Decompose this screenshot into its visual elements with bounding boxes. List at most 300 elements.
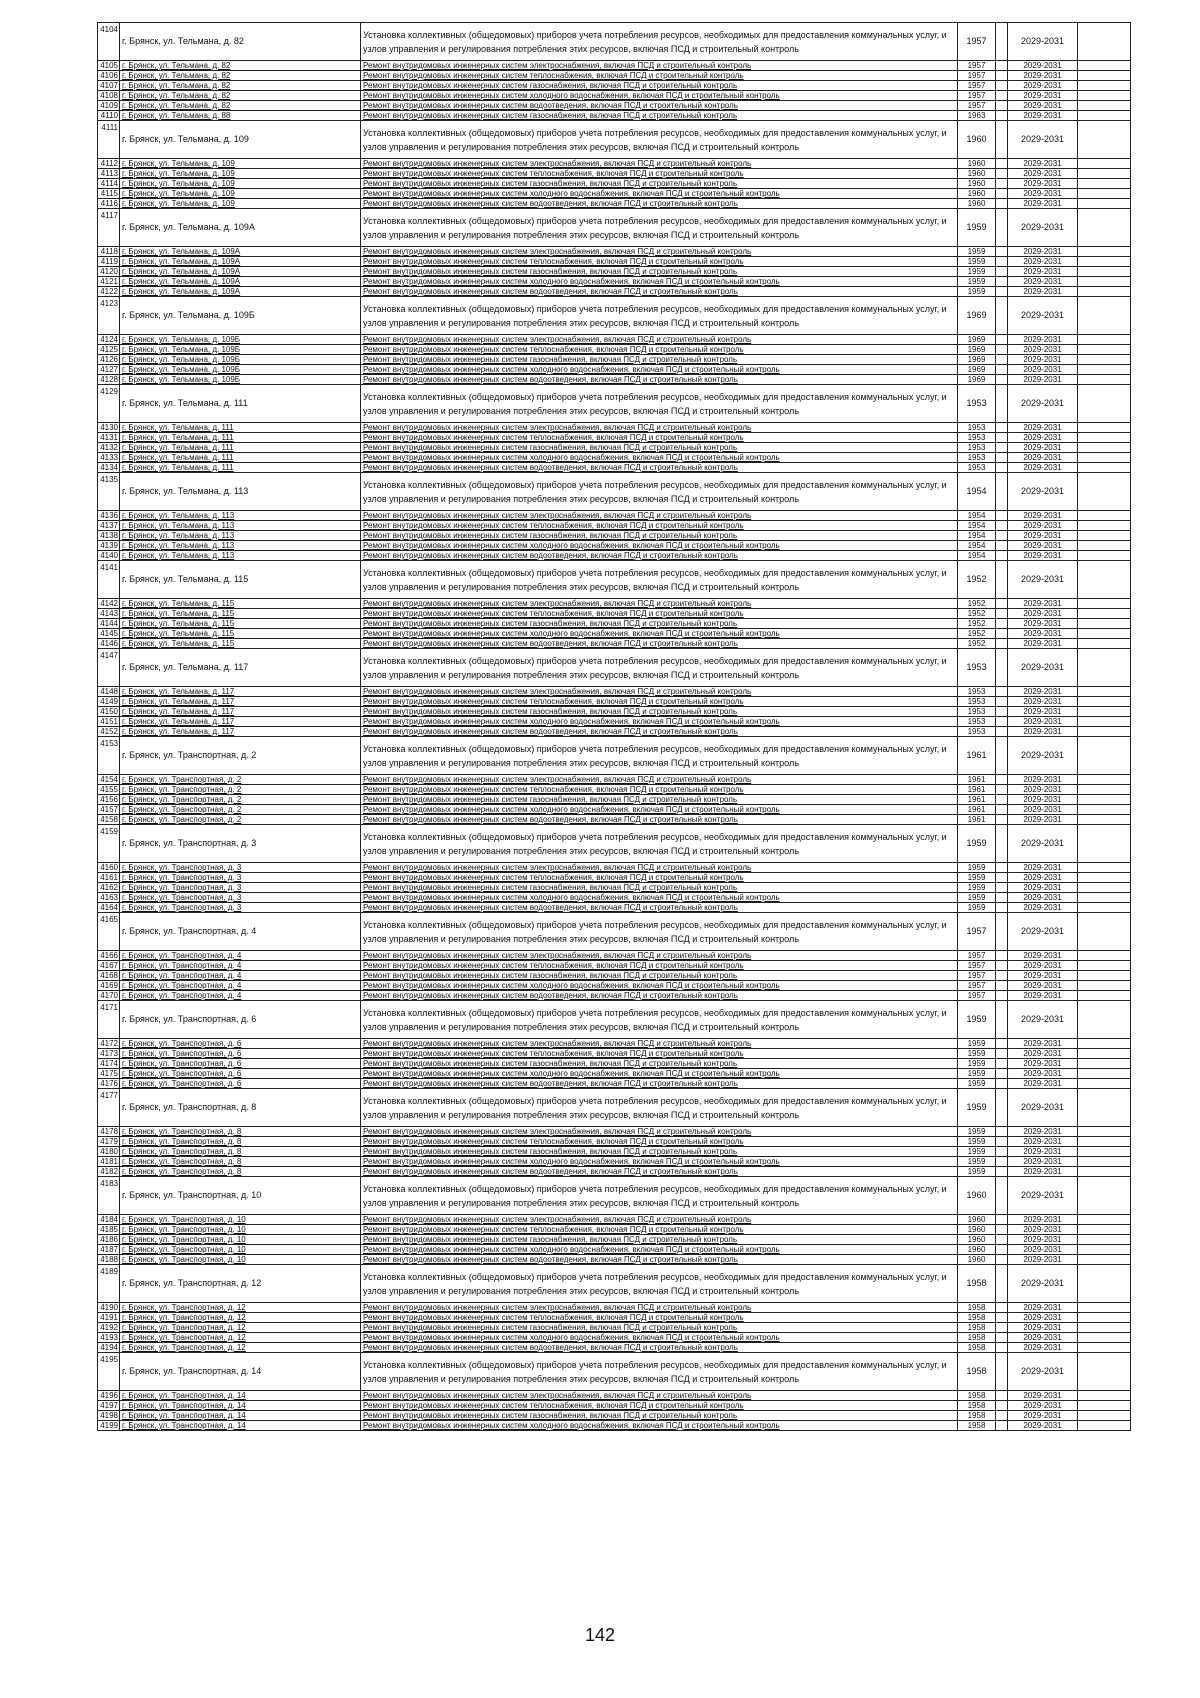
row-number: 4182	[98, 1167, 120, 1177]
address-cell: г. Брянск, ул. Тельмана, д. 82	[120, 91, 361, 101]
period-cell: 2029-2031	[1008, 795, 1078, 805]
empty-cell	[1078, 71, 1131, 81]
period-cell: 2029-2031	[1008, 463, 1078, 473]
address-cell: г. Брянск, ул. Транспортная, д. 6	[120, 1079, 361, 1089]
period-cell: 2029-2031	[1008, 355, 1078, 365]
empty-cell	[996, 365, 1008, 375]
table-row	[98, 737, 1131, 775]
empty-cell	[1078, 697, 1131, 707]
address-cell: г. Брянск, ул. Транспортная, д. 12	[120, 1323, 361, 1333]
empty-cell	[996, 1127, 1008, 1137]
address-cell: г. Брянск, ул. Транспортная, д. 4	[120, 961, 361, 971]
build-year-cell: 1960	[958, 1255, 996, 1265]
empty-cell	[1078, 81, 1131, 91]
row-number: 4186	[98, 1235, 120, 1245]
row-number: 4195	[98, 1353, 120, 1391]
empty-cell	[1078, 893, 1131, 903]
address-cell: г. Брянск, ул. Тельмана, д. 109Б	[120, 375, 361, 385]
address-cell: г. Брянск, ул. Тельмана, д. 82	[120, 71, 361, 81]
build-year-cell: 1961	[958, 795, 996, 805]
table-row	[98, 267, 1131, 277]
work-type-cell: Ремонт внутридомовых инженерных систем газоснабжения, включая ПСД и строительный контроль	[361, 1323, 958, 1333]
empty-cell	[1078, 247, 1131, 257]
build-year-cell: 1963	[958, 111, 996, 121]
document-page	[97, 22, 1130, 1431]
work-type-cell: Ремонт внутридомовых инженерных систем водоотведения, включая ПСД и строительный контроль	[361, 1167, 958, 1177]
period-cell: 2029-2031	[1008, 1127, 1078, 1137]
build-year-cell: 1961	[958, 805, 996, 815]
empty-cell	[1078, 23, 1131, 61]
build-year-cell: 1959	[958, 1089, 996, 1127]
empty-cell	[1078, 1353, 1131, 1391]
row-number: 4142	[98, 599, 120, 609]
table-row	[98, 1215, 1131, 1225]
empty-cell	[996, 443, 1008, 453]
build-year-cell: 1960	[958, 169, 996, 179]
period-cell: 2029-2031	[1008, 629, 1078, 639]
empty-cell	[1078, 863, 1131, 873]
work-type-cell: Ремонт внутридомовых инженерных систем газоснабжения, включая ПСД и строительный контроль	[361, 81, 958, 91]
build-year-cell: 1953	[958, 463, 996, 473]
period-cell: 2029-2031	[1008, 531, 1078, 541]
address-cell: г. Брянск, ул. Транспортная, д. 14	[120, 1353, 361, 1391]
work-type-cell: Установка коллективных (общедомовых) приборов учета потребления ресурсов, необходимых для предоставления коммунальных услуг, и узлов управления и регулирования потребления этих ресурсов, включая ПСД и строительный контроль	[361, 913, 958, 951]
row-number: 4105	[98, 61, 120, 71]
empty-cell	[1078, 101, 1131, 111]
empty-cell	[1078, 287, 1131, 297]
empty-cell	[1078, 277, 1131, 287]
build-year-cell: 1961	[958, 775, 996, 785]
work-type-cell: Ремонт внутридомовых инженерных систем электроснабжения, включая ПСД и строительный контроль	[361, 159, 958, 169]
work-type-cell: Ремонт внутридомовых инженерных систем электроснабжения, включая ПСД и строительный контроль	[361, 511, 958, 521]
empty-cell	[996, 629, 1008, 639]
table-row	[98, 433, 1131, 443]
build-year-cell: 1959	[958, 287, 996, 297]
row-number: 4117	[98, 209, 120, 247]
period-cell: 2029-2031	[1008, 883, 1078, 893]
empty-cell	[996, 981, 1008, 991]
empty-cell	[1078, 1001, 1131, 1039]
table-row	[98, 345, 1131, 355]
empty-cell	[1078, 1049, 1131, 1059]
address-cell: г. Брянск, ул. Транспортная, д. 3	[120, 903, 361, 913]
empty-cell	[996, 1069, 1008, 1079]
period-cell: 2029-2031	[1008, 1167, 1078, 1177]
build-year-cell: 1957	[958, 951, 996, 961]
period-cell: 2029-2031	[1008, 1059, 1078, 1069]
period-cell: 2029-2031	[1008, 1343, 1078, 1353]
address-cell: г. Брянск, ул. Транспортная, д. 4	[120, 991, 361, 1001]
period-cell: 2029-2031	[1008, 1079, 1078, 1089]
build-year-cell: 1960	[958, 159, 996, 169]
empty-cell	[1078, 717, 1131, 727]
empty-cell	[996, 433, 1008, 443]
period-cell: 2029-2031	[1008, 639, 1078, 649]
row-number: 4124	[98, 335, 120, 345]
build-year-cell: 1953	[958, 649, 996, 687]
work-type-cell: Ремонт внутридомовых инженерных систем водоотведения, включая ПСД и строительный контроль	[361, 639, 958, 649]
period-cell: 2029-2031	[1008, 345, 1078, 355]
empty-cell	[1078, 335, 1131, 345]
build-year-cell: 1957	[958, 981, 996, 991]
row-number: 4151	[98, 717, 120, 727]
period-cell: 2029-2031	[1008, 1411, 1078, 1421]
build-year-cell: 1960	[958, 199, 996, 209]
period-cell: 2029-2031	[1008, 1001, 1078, 1039]
table-row	[98, 873, 1131, 883]
work-type-cell: Ремонт внутридомовых инженерных систем водоотведения, включая ПСД и строительный контроль	[361, 1079, 958, 1089]
empty-cell	[996, 1333, 1008, 1343]
build-year-cell: 1959	[958, 1127, 996, 1137]
empty-cell	[996, 1167, 1008, 1177]
address-cell: г. Брянск, ул. Транспортная, д. 6	[120, 1049, 361, 1059]
period-cell: 2029-2031	[1008, 169, 1078, 179]
period-cell: 2029-2031	[1008, 1039, 1078, 1049]
work-type-cell: Ремонт внутридомовых инженерных систем водоотведения, включая ПСД и строительный контроль	[361, 463, 958, 473]
row-number: 4173	[98, 1049, 120, 1059]
table-row	[98, 511, 1131, 521]
period-cell: 2029-2031	[1008, 863, 1078, 873]
empty-cell	[996, 609, 1008, 619]
table-row	[98, 951, 1131, 961]
row-number: 4176	[98, 1079, 120, 1089]
row-number: 4154	[98, 775, 120, 785]
repair-schedule-table	[97, 22, 1131, 1431]
address-cell: г. Брянск, ул. Тельмана, д. 109	[120, 159, 361, 169]
address-cell: г. Брянск, ул. Транспортная, д. 14	[120, 1411, 361, 1421]
work-type-cell: Ремонт внутридомовых инженерных систем холодного водоснабжения, включая ПСД и строительный контроль	[361, 277, 958, 287]
address-cell: г. Брянск, ул. Тельмана, д. 117	[120, 717, 361, 727]
work-type-cell: Ремонт внутридомовых инженерных систем теплоснабжения, включая ПСД и строительный контроль	[361, 169, 958, 179]
empty-cell	[996, 385, 1008, 423]
empty-cell	[1078, 619, 1131, 629]
work-type-cell: Ремонт внутридомовых инженерных систем водоотведения, включая ПСД и строительный контроль	[361, 375, 958, 385]
empty-cell	[996, 1225, 1008, 1235]
empty-cell	[1078, 775, 1131, 785]
row-number: 4136	[98, 511, 120, 521]
work-type-cell: Ремонт внутридомовых инженерных систем электроснабжения, включая ПСД и строительный контроль	[361, 1391, 958, 1401]
work-type-cell: Ремонт внутридомовых инженерных систем электроснабжения, включая ПСД и строительный контроль	[361, 1039, 958, 1049]
table-row	[98, 375, 1131, 385]
build-year-cell: 1969	[958, 365, 996, 375]
build-year-cell: 1957	[958, 71, 996, 81]
row-number: 4187	[98, 1245, 120, 1255]
period-cell: 2029-2031	[1008, 805, 1078, 815]
empty-cell	[996, 111, 1008, 121]
period-cell: 2029-2031	[1008, 1391, 1078, 1401]
empty-cell	[1078, 385, 1131, 423]
table-row	[98, 609, 1131, 619]
empty-cell	[996, 717, 1008, 727]
period-cell: 2029-2031	[1008, 433, 1078, 443]
address-cell: г. Брянск, ул. Тельмана, д. 111	[120, 385, 361, 423]
work-type-cell: Установка коллективных (общедомовых) приборов учета потребления ресурсов, необходимых для предоставления коммунальных услуг, и узлов управления и регулирования потребления этих ресурсов, включая ПСД и строительный контроль	[361, 561, 958, 599]
empty-cell	[1078, 1147, 1131, 1157]
work-type-cell: Ремонт внутридомовых инженерных систем водоотведения, включая ПСД и строительный контроль	[361, 101, 958, 111]
row-number: 4106	[98, 71, 120, 81]
empty-cell	[1078, 423, 1131, 433]
table-row	[98, 1401, 1131, 1411]
work-type-cell: Ремонт внутридомовых инженерных систем газоснабжения, включая ПСД и строительный контроль	[361, 971, 958, 981]
address-cell: г. Брянск, ул. Транспортная, д. 10	[120, 1215, 361, 1225]
work-type-cell: Установка коллективных (общедомовых) приборов учета потребления ресурсов, необходимых для предоставления коммунальных услуг, и узлов управления и регулирования потребления этих ресурсов, включая ПСД и строительный контроль	[361, 737, 958, 775]
table-row	[98, 209, 1131, 247]
period-cell: 2029-2031	[1008, 1255, 1078, 1265]
table-row	[98, 247, 1131, 257]
table-row	[98, 981, 1131, 991]
table-row	[98, 335, 1131, 345]
empty-cell	[1078, 551, 1131, 561]
address-cell: г. Брянск, ул. Транспортная, д. 10	[120, 1225, 361, 1235]
empty-cell	[1078, 209, 1131, 247]
empty-cell	[1078, 345, 1131, 355]
build-year-cell: 1953	[958, 385, 996, 423]
work-type-cell: Установка коллективных (общедомовых) приборов учета потребления ресурсов, необходимых для предоставления коммунальных услуг, и узлов управления и регулирования потребления этих ресурсов, включая ПСД и строительный контроль	[361, 1177, 958, 1215]
empty-cell	[996, 873, 1008, 883]
work-type-cell: Ремонт внутридомовых инженерных систем газоснабжения, включая ПСД и строительный контроль	[361, 883, 958, 893]
period-cell: 2029-2031	[1008, 1235, 1078, 1245]
period-cell: 2029-2031	[1008, 893, 1078, 903]
empty-cell	[1078, 1069, 1131, 1079]
build-year-cell: 1959	[958, 1079, 996, 1089]
period-cell: 2029-2031	[1008, 1177, 1078, 1215]
table-row	[98, 1411, 1131, 1421]
build-year-cell: 1957	[958, 91, 996, 101]
table-row	[98, 23, 1131, 61]
build-year-cell: 1960	[958, 189, 996, 199]
period-cell: 2029-2031	[1008, 297, 1078, 335]
build-year-cell: 1958	[958, 1323, 996, 1333]
empty-cell	[1078, 1059, 1131, 1069]
empty-cell	[996, 1245, 1008, 1255]
period-cell: 2029-2031	[1008, 1313, 1078, 1323]
build-year-cell: 1957	[958, 991, 996, 1001]
build-year-cell: 1958	[958, 1421, 996, 1431]
row-number: 4196	[98, 1391, 120, 1401]
row-number: 4111	[98, 121, 120, 159]
empty-cell	[1078, 981, 1131, 991]
empty-cell	[996, 551, 1008, 561]
row-number: 4129	[98, 385, 120, 423]
table-row	[98, 903, 1131, 913]
work-type-cell: Установка коллективных (общедомовых) приборов учета потребления ресурсов, необходимых для предоставления коммунальных услуг, и узлов управления и регулирования потребления этих ресурсов, включая ПСД и строительный контроль	[361, 473, 958, 511]
period-cell: 2029-2031	[1008, 385, 1078, 423]
empty-cell	[996, 649, 1008, 687]
address-cell: г. Брянск, ул. Транспортная, д. 3	[120, 863, 361, 873]
empty-cell	[996, 619, 1008, 629]
empty-cell	[996, 1039, 1008, 1049]
build-year-cell: 1958	[958, 1401, 996, 1411]
work-type-cell: Ремонт внутридомовых инженерных систем холодного водоснабжения, включая ПСД и строительный контроль	[361, 893, 958, 903]
empty-cell	[1078, 805, 1131, 815]
period-cell: 2029-2031	[1008, 267, 1078, 277]
empty-cell	[996, 1401, 1008, 1411]
address-cell: г. Брянск, ул. Транспортная, д. 2	[120, 815, 361, 825]
build-year-cell: 1960	[958, 1225, 996, 1235]
work-type-cell: Ремонт внутридомовых инженерных систем теплоснабжения, включая ПСД и строительный контроль	[361, 1049, 958, 1059]
row-number: 4161	[98, 873, 120, 883]
address-cell: г. Брянск, ул. Тельмана, д. 109Б	[120, 365, 361, 375]
period-cell: 2029-2031	[1008, 1303, 1078, 1313]
empty-cell	[996, 61, 1008, 71]
empty-cell	[996, 91, 1008, 101]
period-cell: 2029-2031	[1008, 81, 1078, 91]
empty-cell	[996, 375, 1008, 385]
empty-cell	[996, 599, 1008, 609]
empty-cell	[1078, 521, 1131, 531]
empty-cell	[1078, 111, 1131, 121]
work-type-cell: Ремонт внутридомовых инженерных систем газоснабжения, включая ПСД и строительный контроль	[361, 795, 958, 805]
address-cell: г. Брянск, ул. Тельмана, д. 113	[120, 521, 361, 531]
work-type-cell: Ремонт внутридомовых инженерных систем газоснабжения, включая ПСД и строительный контроль	[361, 707, 958, 717]
row-number: 4193	[98, 1333, 120, 1343]
build-year-cell: 1958	[958, 1333, 996, 1343]
empty-cell	[996, 179, 1008, 189]
empty-cell	[1078, 1323, 1131, 1333]
empty-cell	[1078, 649, 1131, 687]
empty-cell	[996, 267, 1008, 277]
work-type-cell: Ремонт внутридомовых инженерных систем газоснабжения, включая ПСД и строительный контроль	[361, 1147, 958, 1157]
build-year-cell: 1960	[958, 179, 996, 189]
empty-cell	[1078, 785, 1131, 795]
address-cell: г. Брянск, ул. Транспортная, д. 10	[120, 1177, 361, 1215]
address-cell: г. Брянск, ул. Тельмана, д. 111	[120, 423, 361, 433]
row-number: 4116	[98, 199, 120, 209]
empty-cell	[996, 863, 1008, 873]
period-cell: 2029-2031	[1008, 1069, 1078, 1079]
row-number: 4137	[98, 521, 120, 531]
empty-cell	[1078, 991, 1131, 1001]
table-row	[98, 561, 1131, 599]
empty-cell	[996, 1313, 1008, 1323]
period-cell: 2029-2031	[1008, 209, 1078, 247]
period-cell: 2029-2031	[1008, 189, 1078, 199]
address-cell: г. Брянск, ул. Тельмана, д. 111	[120, 443, 361, 453]
empty-cell	[1078, 179, 1131, 189]
table-row	[98, 639, 1131, 649]
empty-cell	[1078, 169, 1131, 179]
table-row	[98, 619, 1131, 629]
empty-cell	[996, 335, 1008, 345]
empty-cell	[996, 209, 1008, 247]
period-cell: 2029-2031	[1008, 825, 1078, 863]
empty-cell	[1078, 913, 1131, 951]
build-year-cell: 1953	[958, 717, 996, 727]
empty-cell	[996, 1147, 1008, 1157]
work-type-cell: Установка коллективных (общедомовых) приборов учета потребления ресурсов, необходимых для предоставления коммунальных услуг, и узлов управления и регулирования потребления этих ресурсов, включая ПСД и строительный контроль	[361, 1001, 958, 1039]
row-number: 4134	[98, 463, 120, 473]
work-type-cell: Ремонт внутридомовых инженерных систем теплоснабжения, включая ПСД и строительный контроль	[361, 873, 958, 883]
period-cell: 2029-2031	[1008, 913, 1078, 951]
empty-cell	[996, 961, 1008, 971]
row-number: 4122	[98, 287, 120, 297]
address-cell: г. Брянск, ул. Тельмана, д. 115	[120, 629, 361, 639]
table-row	[98, 365, 1131, 375]
build-year-cell: 1957	[958, 81, 996, 91]
build-year-cell: 1961	[958, 815, 996, 825]
row-number: 4155	[98, 785, 120, 795]
address-cell: г. Брянск, ул. Транспортная, д. 8	[120, 1157, 361, 1167]
address-cell: г. Брянск, ул. Тельмана, д. 117	[120, 649, 361, 687]
period-cell: 2029-2031	[1008, 511, 1078, 521]
work-type-cell: Ремонт внутридомовых инженерных систем водоотведения, включая ПСД и строительный контроль	[361, 551, 958, 561]
work-type-cell: Ремонт внутридомовых инженерных систем электроснабжения, включая ПСД и строительный контроль	[361, 687, 958, 697]
row-number: 4191	[98, 1313, 120, 1323]
empty-cell	[1078, 61, 1131, 71]
empty-cell	[1078, 1421, 1131, 1431]
row-number: 4135	[98, 473, 120, 511]
row-number: 4158	[98, 815, 120, 825]
row-number: 4128	[98, 375, 120, 385]
period-cell: 2029-2031	[1008, 775, 1078, 785]
address-cell: г. Брянск, ул. Тельмана, д. 109Б	[120, 297, 361, 335]
work-type-cell: Ремонт внутридомовых инженерных систем теплоснабжения, включая ПСД и строительный контроль	[361, 1137, 958, 1147]
work-type-cell: Ремонт внутридомовых инженерных систем электроснабжения, включая ПСД и строительный контроль	[361, 1303, 958, 1313]
build-year-cell: 1953	[958, 433, 996, 443]
table-row	[98, 111, 1131, 121]
address-cell: г. Брянск, ул. Тельмана, д. 109Б	[120, 335, 361, 345]
empty-cell	[1078, 121, 1131, 159]
empty-cell	[1078, 1089, 1131, 1127]
build-year-cell: 1958	[958, 1411, 996, 1421]
empty-cell	[996, 913, 1008, 951]
table-row	[98, 1323, 1131, 1333]
address-cell: г. Брянск, ул. Транспортная, д. 4	[120, 971, 361, 981]
empty-cell	[996, 1215, 1008, 1225]
table-row	[98, 473, 1131, 511]
empty-cell	[996, 1137, 1008, 1147]
work-type-cell: Ремонт внутридомовых инженерных систем холодного водоснабжения, включая ПСД и строительный контроль	[361, 629, 958, 639]
row-number: 4127	[98, 365, 120, 375]
empty-cell	[996, 101, 1008, 111]
table-row	[98, 883, 1131, 893]
address-cell: г. Брянск, ул. Тельмана, д. 111	[120, 463, 361, 473]
build-year-cell: 1953	[958, 707, 996, 717]
address-cell: г. Брянск, ул. Транспортная, д. 6	[120, 1039, 361, 1049]
row-number: 4139	[98, 541, 120, 551]
build-year-cell: 1969	[958, 345, 996, 355]
empty-cell	[996, 1255, 1008, 1265]
table-row	[98, 629, 1131, 639]
build-year-cell: 1969	[958, 375, 996, 385]
empty-cell	[996, 1157, 1008, 1167]
build-year-cell: 1960	[958, 1235, 996, 1245]
table-row	[98, 1059, 1131, 1069]
table-row	[98, 1421, 1131, 1431]
row-number: 4190	[98, 1303, 120, 1313]
period-cell: 2029-2031	[1008, 1049, 1078, 1059]
address-cell: г. Брянск, ул. Тельмана, д. 117	[120, 707, 361, 717]
address-cell: г. Брянск, ул. Транспортная, д. 10	[120, 1245, 361, 1255]
address-cell: г. Брянск, ул. Тельмана, д. 115	[120, 619, 361, 629]
work-type-cell: Ремонт внутридомовых инженерных систем теплоснабжения, включая ПСД и строительный контроль	[361, 71, 958, 81]
empty-cell	[1078, 453, 1131, 463]
row-number: 4115	[98, 189, 120, 199]
build-year-cell: 1952	[958, 599, 996, 609]
empty-cell	[1078, 951, 1131, 961]
build-year-cell: 1954	[958, 541, 996, 551]
build-year-cell: 1957	[958, 961, 996, 971]
empty-cell	[996, 287, 1008, 297]
empty-cell	[1078, 267, 1131, 277]
period-cell: 2029-2031	[1008, 815, 1078, 825]
empty-cell	[996, 707, 1008, 717]
work-type-cell: Ремонт внутридомовых инженерных систем теплоснабжения, включая ПСД и строительный контроль	[361, 345, 958, 355]
period-cell: 2029-2031	[1008, 717, 1078, 727]
build-year-cell: 1959	[958, 267, 996, 277]
address-cell: г. Брянск, ул. Тельмана, д. 111	[120, 433, 361, 443]
table-row	[98, 1137, 1131, 1147]
